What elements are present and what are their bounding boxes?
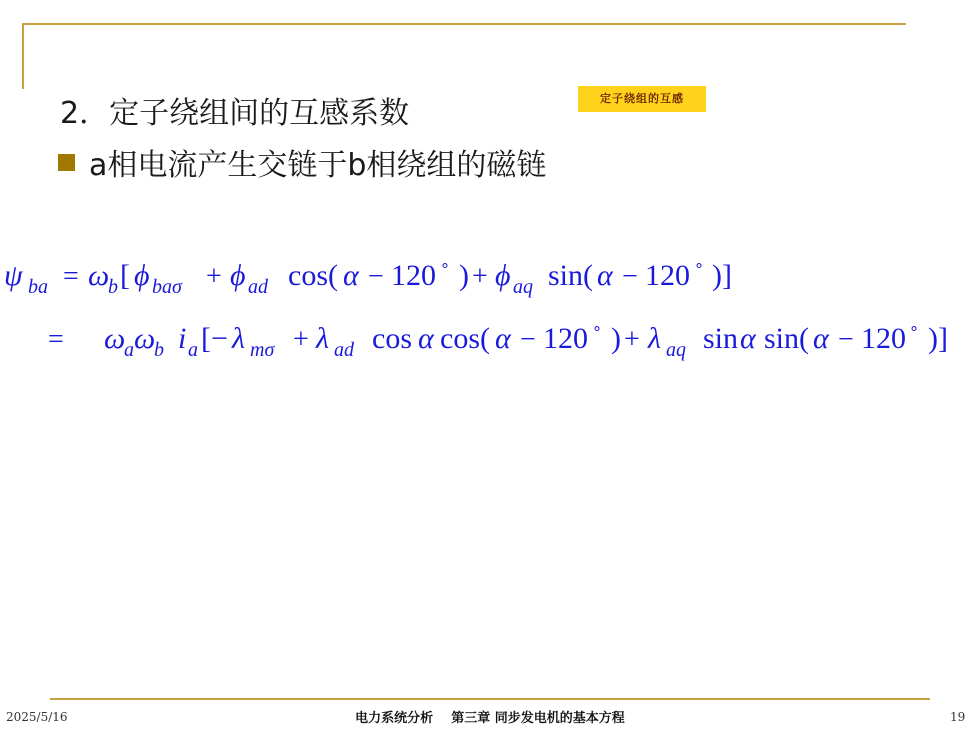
phi-subscript: ad (248, 276, 268, 298)
topic-tag-label: 定子绕组的互感 (578, 86, 706, 112)
phi-symbol: ϕ (230, 259, 246, 292)
alpha-symbol: α (343, 259, 359, 292)
angle-value: 120 (543, 322, 588, 355)
minus-sign: − (838, 324, 854, 355)
lambda-subscript: aq (666, 339, 686, 361)
degree-symbol: ∘ (694, 257, 705, 274)
cos-function: cos( (288, 259, 338, 292)
cos-function: cos( (440, 322, 490, 355)
psi-subscript: ba (28, 276, 48, 298)
alpha-symbol: α (813, 322, 829, 355)
degree-symbol: ∘ (592, 320, 603, 337)
open-bracket: [ (120, 259, 130, 292)
close-paren: ) (459, 259, 469, 292)
omega-symbol: ω (88, 259, 110, 292)
phi-symbol: ϕ (134, 259, 150, 292)
lambda-subscript: ad (334, 339, 354, 361)
open-bracket: [− (201, 322, 228, 355)
minus-sign: − (368, 261, 384, 292)
close-bracket: )] (928, 322, 948, 355)
plus-sign: + (293, 324, 309, 355)
slide-title: 2．定子绕组间的互感系数 (60, 96, 410, 131)
phi-subscript: baσ (152, 276, 182, 298)
omega-subscript: b (108, 276, 118, 298)
degree-symbol: ∘ (909, 320, 920, 337)
close-paren: ) (611, 322, 621, 355)
plus-sign: + (624, 324, 640, 355)
angle-value: 120 (391, 259, 436, 292)
lambda-symbol: λ (316, 322, 329, 355)
plus-sign: + (206, 261, 222, 292)
lambda-symbol: λ (232, 322, 245, 355)
phi-symbol: ϕ (495, 259, 511, 292)
angle-value: 120 (645, 259, 690, 292)
degree-symbol: ∘ (440, 257, 451, 274)
minus-sign: − (622, 261, 638, 292)
omega-symbol: ω (104, 322, 126, 355)
phi-subscript: aq (513, 276, 533, 298)
omega-subscript: b (154, 339, 164, 361)
footer-date: 2025/5/16 (6, 710, 68, 724)
alpha-symbol: α (418, 322, 434, 355)
equals-sign: = (63, 261, 79, 292)
minus-sign: − (520, 324, 536, 355)
footer-course-title: 电力系统分析 第三章 同步发电机的基本方程 (355, 711, 625, 726)
cos-function: cos (372, 322, 412, 355)
alpha-symbol: α (597, 259, 613, 292)
alpha-symbol: α (740, 322, 756, 355)
page-number: 19 (950, 710, 966, 724)
sin-function: sin( (548, 259, 593, 292)
equation-line-1 (4, 257, 732, 298)
lambda-symbol: λ (648, 322, 661, 355)
current-symbol: i (178, 322, 187, 355)
close-bracket: )] (712, 259, 732, 292)
current-subscript: a (188, 339, 198, 361)
angle-value: 120 (861, 322, 906, 355)
omega-symbol: ω (134, 322, 156, 355)
plus-sign: + (472, 261, 488, 292)
omega-subscript: a (124, 339, 134, 361)
sin-function: sin( (764, 322, 809, 355)
lambda-subscript: mσ (250, 339, 275, 361)
equation-line-2 (48, 320, 948, 361)
equals-sign: = (48, 324, 64, 355)
bottom-border-line (50, 698, 930, 700)
sin-function: sin (703, 322, 739, 355)
alpha-symbol: α (495, 322, 511, 355)
bullet-text: a相电流产生交链于b相绕组的磁链 (89, 148, 547, 183)
psi-symbol: ψ (4, 259, 23, 292)
